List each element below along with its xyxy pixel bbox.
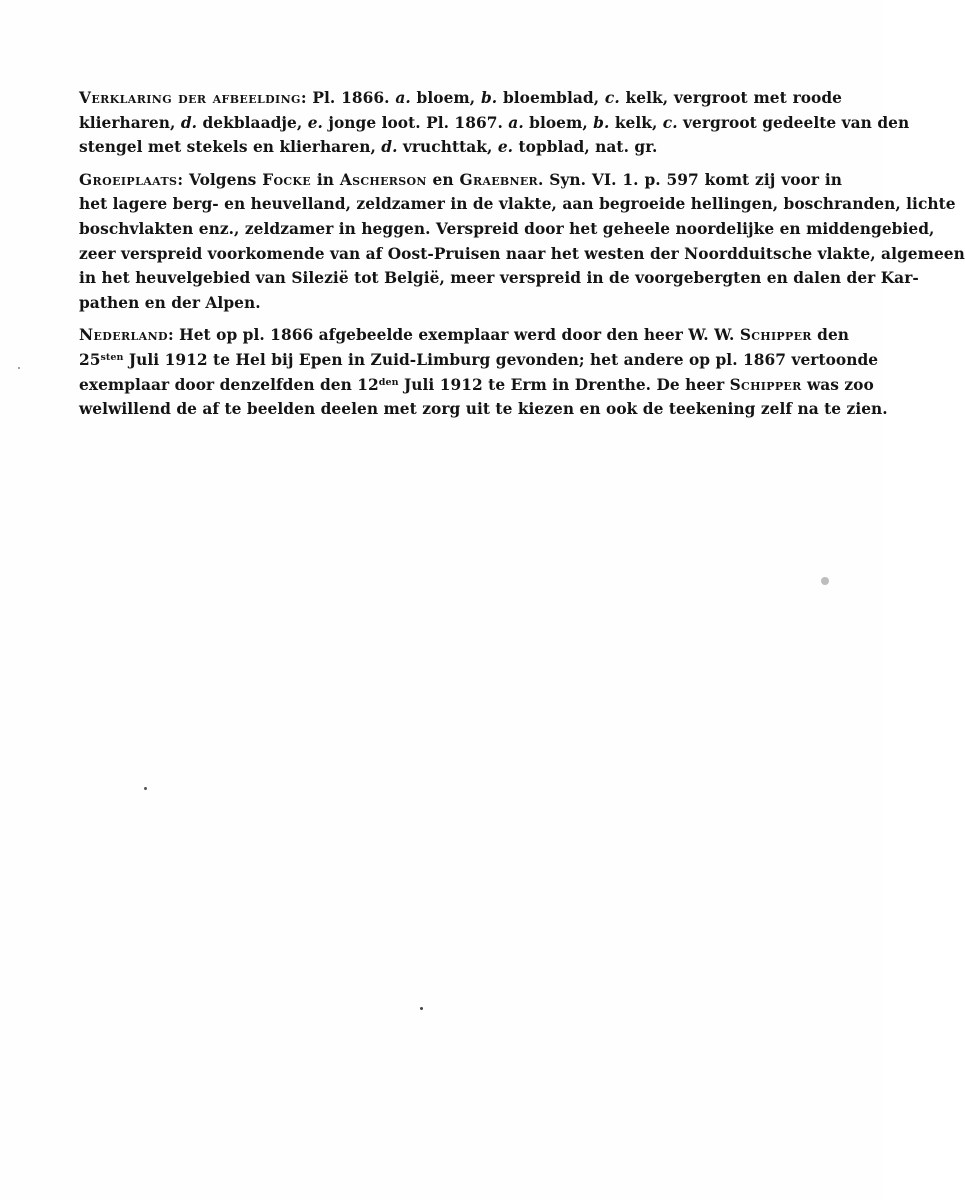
text-run: Juli 1912 te Hel bij Epen in Zuid-Limburg gevonden; het andere op pl. 1867 vertoonde (123, 350, 879, 369)
text-run: pathen en der Alpen. (79, 293, 261, 312)
scan-speck (821, 577, 829, 585)
small-caps-text: Nederland (79, 326, 168, 345)
text-run: topblad, nat. gr. (513, 138, 658, 157)
paragraph-verklaring (79, 86, 910, 160)
text-line (79, 192, 956, 217)
scan-speck (18, 367, 20, 369)
text-line (79, 348, 879, 373)
scan-speck (420, 1007, 423, 1010)
small-caps-text: Groeiplaats (79, 170, 178, 189)
small-caps-text: Graebner (459, 170, 538, 189)
text-run: boschvlakten enz., zeldzamer in heggen. Verspreid door het geheele noordelijke en middengebied, (79, 219, 935, 238)
text-run: jonge loot. Pl. 1867. (322, 113, 509, 132)
document-body (79, 86, 965, 430)
small-caps-text: Focke (262, 170, 311, 189)
text-run: dekblaadje, (197, 113, 308, 132)
text-line (79, 111, 910, 136)
text-run: kelk, (609, 113, 663, 132)
text-run: in het heuvelgebied van Silezië tot België, meer verspreid in de voorgebergten en dalen der Kar- (79, 269, 919, 288)
text-run: : Pl. 1866. (300, 89, 396, 107)
text-line (79, 86, 842, 111)
text-run: b. (593, 113, 610, 132)
text-run: bloemblad, (497, 89, 605, 107)
text-run: Juli 1912 te Erm in Drenthe. De heer (398, 375, 730, 394)
text-run: den (811, 326, 850, 345)
text-run: e. (497, 138, 514, 157)
text-line (79, 135, 842, 160)
text-line (79, 291, 842, 316)
text-run: bloem, (410, 89, 481, 107)
small-caps-text: Verklaring der afbeelding (79, 89, 301, 107)
text-run: a. (395, 89, 411, 107)
text-run: bloem, (523, 113, 594, 132)
text-run: stengel met stekels en klierharen, (79, 138, 382, 157)
text-run: klierharen, (79, 113, 181, 132)
text-run: d. (381, 138, 398, 157)
text-run: zeer verspreid voorkomende van af Oost-Pruisen naar het westen der Noordduitsche vlakte, algemeen (79, 244, 965, 263)
text-line (79, 266, 919, 291)
text-run: welwillend de af te beelden deelen met zorg uit te kiezen en ook de teekening zelf na te zien. (79, 400, 888, 419)
text-line (79, 242, 965, 267)
scan-speck (144, 787, 147, 790)
text-line (79, 217, 935, 242)
text-line (79, 323, 850, 348)
text-run: vruchttak, (397, 138, 498, 157)
text-run: d. (180, 113, 198, 132)
text-run: exemplaar door denzelfden den 12 (79, 375, 379, 394)
text-run: . Syn. VI. 1. p. 597 komt zij voor in (537, 170, 842, 189)
superscript-text: sten (100, 351, 124, 363)
small-caps-text: Schipper (729, 375, 802, 394)
text-run: : Het op pl. 1866 afgebeelde exemplaar werd door den heer W. W. (167, 326, 740, 345)
small-caps-text: Ascherson (339, 170, 427, 189)
text-run: in (310, 170, 340, 189)
superscript-text: den (378, 376, 399, 388)
text-line (79, 168, 842, 193)
text-run: : Volgens (177, 170, 263, 189)
text-run: kelk, vergroot met roode (619, 89, 843, 107)
text-run: c. (662, 113, 678, 132)
text-line (79, 397, 888, 422)
text-run: en (426, 170, 460, 189)
small-caps-text: Schipper (739, 326, 812, 345)
text-run: a. (508, 113, 524, 132)
text-run: c. (604, 89, 620, 107)
text-run: 25 (79, 350, 101, 369)
paragraph-groeiplaats (79, 168, 965, 316)
text-run: b. (480, 89, 498, 107)
text-line (79, 373, 874, 398)
text-run: vergroot gedeelte van den (677, 113, 910, 132)
text-run: was zoo (801, 375, 874, 394)
paragraph-nederland (79, 323, 888, 421)
text-run: het lagere berg- en heuvelland, zeldzamer in de vlakte, aan begroeide hellingen, boschranden, lichte (79, 195, 956, 214)
text-run: e. (307, 113, 323, 132)
